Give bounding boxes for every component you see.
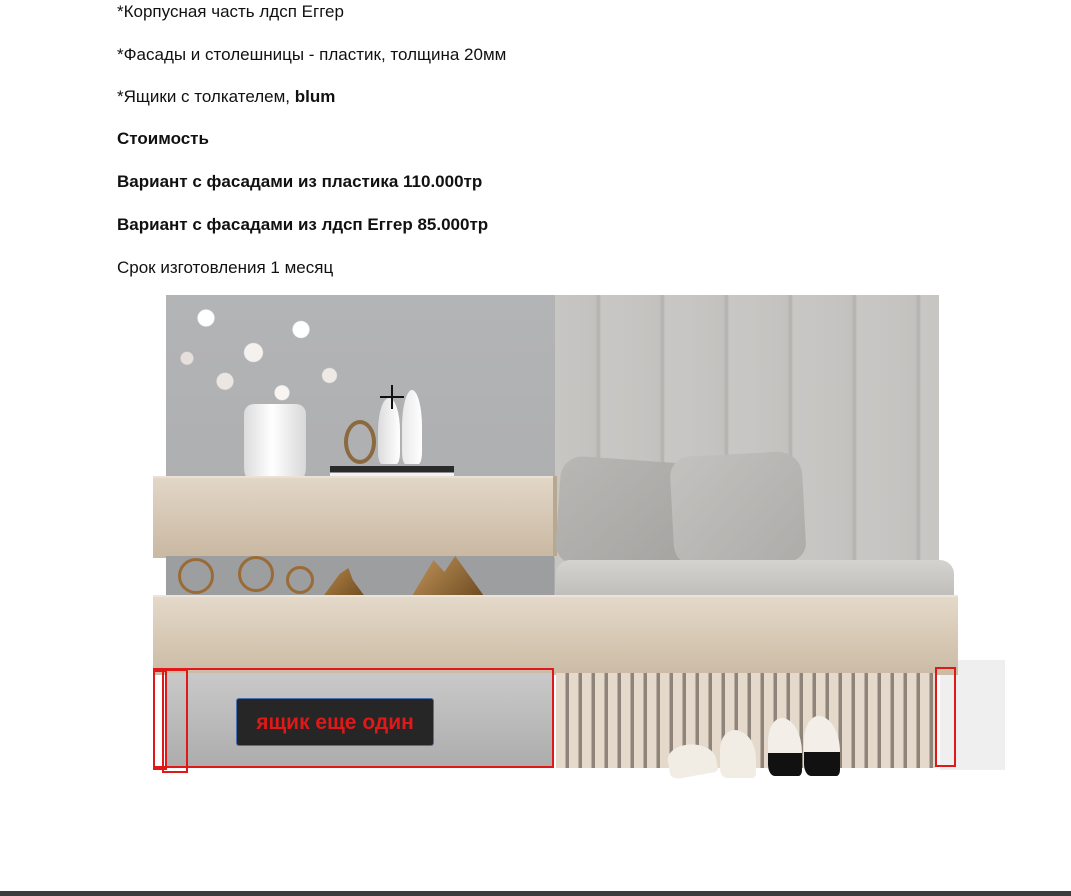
annotation-frame-right	[935, 667, 956, 767]
bottom-bar	[0, 891, 1071, 896]
spec-line-drawers-brand: blum	[294, 87, 336, 106]
lead-time: Срок изготовления 1 месяц	[117, 258, 334, 277]
white-sculpture-right	[402, 390, 422, 464]
upper-shelf	[153, 476, 555, 558]
cotton-flowers	[168, 295, 358, 410]
spec-line-body: *Корпусная часть лдсп Еггер	[117, 2, 344, 21]
decor-sphere	[238, 556, 274, 592]
decor-sphere	[286, 566, 314, 594]
pillow	[669, 451, 807, 568]
spec-line-facades: *Фасады и столешницы - пластик, толщина 20мм	[117, 45, 507, 64]
price-heading: Стоимость	[117, 129, 209, 148]
price-option-plastic: Вариант с фасадами из пластика 110.000тр	[117, 172, 483, 191]
ring-sculpture	[344, 420, 376, 464]
annotation-label: ящик еще один	[236, 698, 434, 746]
decor-sphere	[178, 558, 214, 594]
bench-top	[153, 595, 958, 675]
annotation-frame-left-outer	[162, 669, 188, 773]
crosshair-cursor-icon	[380, 385, 404, 409]
spec-line-drawers-text: *Ящики с толкателем,	[117, 87, 295, 106]
price-option-ldsp: Вариант с фасадами из лдсп Еггер 85.000тр	[117, 215, 489, 234]
